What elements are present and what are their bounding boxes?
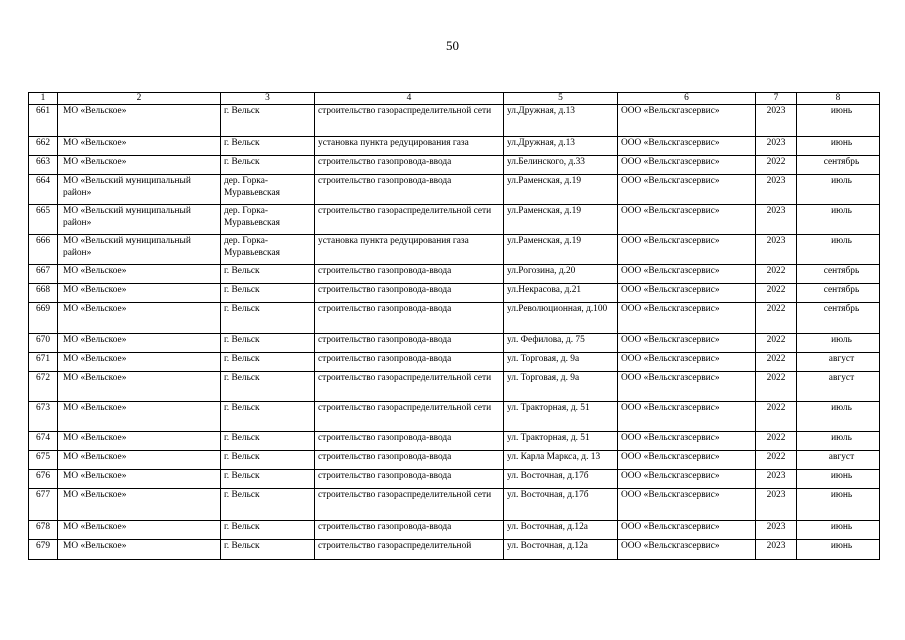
table-row	[29, 521, 880, 540]
address-cell: ул.Дружная, д.13	[504, 137, 618, 156]
municipality-cell: МО «Вельское»	[58, 521, 221, 540]
row-number: 670	[29, 334, 58, 353]
contractor-cell: ООО «Вельскгазсервис»	[618, 265, 756, 284]
month-cell: сентябрь	[797, 265, 880, 284]
work-type-cell: строительство газопровода-ввода	[315, 284, 504, 303]
row-number: 664	[29, 175, 58, 205]
table-row	[29, 432, 880, 451]
year-cell: 2023	[756, 205, 797, 235]
row-number: 679	[29, 540, 58, 560]
work-type-cell: строительство газопровода-ввода	[315, 451, 504, 470]
row-number: 667	[29, 265, 58, 284]
municipality-cell: МО «Вельское»	[58, 540, 221, 560]
municipality-cell: МО «Вельское»	[58, 489, 221, 521]
address-cell: ул.Раменская, д.19	[504, 175, 618, 205]
row-number: 666	[29, 235, 58, 265]
municipality-cell: МО «Вельское»	[58, 105, 221, 137]
settlement-cell: г. Вельск	[221, 156, 315, 175]
year-cell: 2023	[756, 489, 797, 521]
municipality-cell: МО «Вельское»	[58, 284, 221, 303]
column-header: 3	[221, 93, 315, 105]
contractor-cell: ООО «Вельскгазсервис»	[618, 137, 756, 156]
settlement-cell: дер. Горка-Муравьевская	[221, 235, 315, 265]
address-cell: ул. Восточная, д.12а	[504, 521, 618, 540]
month-cell: июль	[797, 402, 880, 432]
work-type-cell: установка пункта редуцирования газа	[315, 137, 504, 156]
column-header: 2	[58, 93, 221, 105]
municipality-cell: МО «Вельское»	[58, 451, 221, 470]
address-cell: ул.Дружная, д.13	[504, 105, 618, 137]
address-cell: ул. Торговая, д. 9а	[504, 372, 618, 402]
year-cell: 2022	[756, 284, 797, 303]
month-cell: июль	[797, 205, 880, 235]
settlement-cell: дер. Горка-Муравьевская	[221, 205, 315, 235]
table-row	[29, 265, 880, 284]
settlement-cell: г. Вельск	[221, 334, 315, 353]
work-type-cell: строительство газопровода-ввода	[315, 156, 504, 175]
municipality-cell: МО «Вельское»	[58, 303, 221, 334]
row-number: 671	[29, 353, 58, 372]
row-number: 676	[29, 470, 58, 489]
table-row	[29, 489, 880, 521]
work-type-cell: строительство газопровода-ввода	[315, 334, 504, 353]
month-cell: июнь	[797, 540, 880, 560]
work-type-cell: строительство газораспределительной сети	[315, 372, 504, 402]
address-cell: ул. Тракторная, д. 51	[504, 402, 618, 432]
municipality-cell: МО «Вельское»	[58, 372, 221, 402]
settlement-cell: г. Вельск	[221, 540, 315, 560]
month-cell: июнь	[797, 137, 880, 156]
year-cell: 2023	[756, 137, 797, 156]
schedule-table	[28, 92, 880, 560]
work-type-cell: строительство газопровода-ввода	[315, 470, 504, 489]
year-cell: 2023	[756, 470, 797, 489]
settlement-cell: г. Вельск	[221, 265, 315, 284]
settlement-cell: г. Вельск	[221, 284, 315, 303]
column-header: 1	[29, 93, 58, 105]
table-header-row	[29, 93, 880, 105]
year-cell: 2022	[756, 334, 797, 353]
year-cell: 2023	[756, 540, 797, 560]
row-number: 672	[29, 372, 58, 402]
contractor-cell: ООО «Вельскгазсервис»	[618, 105, 756, 137]
municipality-cell: МО «Вельское»	[58, 265, 221, 284]
table-body	[29, 105, 880, 560]
table-row	[29, 372, 880, 402]
contractor-cell: ООО «Вельскгазсервис»	[618, 432, 756, 451]
contractor-cell: ООО «Вельскгазсервис»	[618, 156, 756, 175]
column-header: 6	[618, 93, 756, 105]
row-number: 677	[29, 489, 58, 521]
table-row	[29, 235, 880, 265]
settlement-cell: г. Вельск	[221, 521, 315, 540]
contractor-cell: ООО «Вельскгазсервис»	[618, 521, 756, 540]
municipality-cell: МО «Вельское»	[58, 137, 221, 156]
address-cell: ул. Восточная, д.17б	[504, 470, 618, 489]
work-type-cell: строительство газопровода-ввода	[315, 432, 504, 451]
year-cell: 2022	[756, 402, 797, 432]
address-cell: ул.Некрасова, д.21	[504, 284, 618, 303]
month-cell: август	[797, 372, 880, 402]
month-cell: сентябрь	[797, 303, 880, 334]
column-header: 5	[504, 93, 618, 105]
month-cell: июнь	[797, 521, 880, 540]
contractor-cell: ООО «Вельскгазсервис»	[618, 451, 756, 470]
address-cell: ул.Раменская, д.19	[504, 235, 618, 265]
month-cell: сентябрь	[797, 284, 880, 303]
row-number: 662	[29, 137, 58, 156]
address-cell: ул. Тракторная, д. 51	[504, 432, 618, 451]
address-cell: ул. Восточная, д.12а	[504, 540, 618, 560]
work-type-cell: строительство газопровода-ввода	[315, 303, 504, 334]
municipality-cell: МО «Вельское»	[58, 432, 221, 451]
settlement-cell: г. Вельск	[221, 432, 315, 451]
address-cell: ул. Карла Маркса, д. 13	[504, 451, 618, 470]
month-cell: июнь	[797, 470, 880, 489]
address-cell: ул.Революционная, д.100	[504, 303, 618, 334]
work-type-cell: строительство газораспределительной сети	[315, 489, 504, 521]
table-row	[29, 105, 880, 137]
address-cell: ул.Белинского, д.33	[504, 156, 618, 175]
year-cell: 2022	[756, 303, 797, 334]
table-row	[29, 284, 880, 303]
month-cell: июнь	[797, 489, 880, 521]
address-cell: ул.Рогозина, д.20	[504, 265, 618, 284]
municipality-cell: МО «Вельское»	[58, 470, 221, 489]
table-row	[29, 353, 880, 372]
settlement-cell: г. Вельск	[221, 353, 315, 372]
contractor-cell: ООО «Вельскгазсервис»	[618, 175, 756, 205]
table-row	[29, 205, 880, 235]
table-row	[29, 156, 880, 175]
settlement-cell: г. Вельск	[221, 303, 315, 334]
municipality-cell: МО «Вельское»	[58, 156, 221, 175]
work-type-cell: строительство газопровода-ввода	[315, 521, 504, 540]
table-row	[29, 303, 880, 334]
contractor-cell: ООО «Вельскгазсервис»	[618, 303, 756, 334]
table-row	[29, 175, 880, 205]
municipality-cell: МО «Вельское»	[58, 334, 221, 353]
work-type-cell: строительство газопровода-ввода	[315, 353, 504, 372]
settlement-cell: г. Вельск	[221, 372, 315, 402]
column-header: 7	[756, 93, 797, 105]
row-number: 669	[29, 303, 58, 334]
address-cell: ул. Торговая, д. 9а	[504, 353, 618, 372]
month-cell: сентябрь	[797, 156, 880, 175]
work-type-cell: строительство газораспределительной сети	[315, 105, 504, 137]
month-cell: июль	[797, 432, 880, 451]
work-type-cell: строительство газопровода-ввода	[315, 175, 504, 205]
contractor-cell: ООО «Вельскгазсервис»	[618, 489, 756, 521]
work-type-cell: строительство газораспределительной сети	[315, 402, 504, 432]
municipality-cell: МО «Вельское»	[58, 402, 221, 432]
table-row	[29, 334, 880, 353]
row-number: 668	[29, 284, 58, 303]
year-cell: 2022	[756, 353, 797, 372]
table-row	[29, 402, 880, 432]
contractor-cell: ООО «Вельскгазсервис»	[618, 470, 756, 489]
table-row	[29, 137, 880, 156]
contractor-cell: ООО «Вельскгазсервис»	[618, 235, 756, 265]
address-cell: ул.Раменская, д.19	[504, 205, 618, 235]
contractor-cell: ООО «Вельскгазсервис»	[618, 205, 756, 235]
settlement-cell: г. Вельск	[221, 470, 315, 489]
address-cell: ул. Восточная, д.17б	[504, 489, 618, 521]
municipality-cell: МО «Вельский муниципальный район»	[58, 175, 221, 205]
year-cell: 2022	[756, 432, 797, 451]
year-cell: 2022	[756, 156, 797, 175]
column-header: 8	[797, 93, 880, 105]
settlement-cell: г. Вельск	[221, 137, 315, 156]
contractor-cell: ООО «Вельскгазсервис»	[618, 402, 756, 432]
work-type-cell: строительство газораспределительной сети	[315, 205, 504, 235]
month-cell: июнь	[797, 105, 880, 137]
year-cell: 2022	[756, 372, 797, 402]
contractor-cell: ООО «Вельскгазсервис»	[618, 353, 756, 372]
row-number: 665	[29, 205, 58, 235]
month-cell: июль	[797, 235, 880, 265]
municipality-cell: МО «Вельский муниципальный район»	[58, 205, 221, 235]
row-number: 663	[29, 156, 58, 175]
settlement-cell: г. Вельск	[221, 105, 315, 137]
year-cell: 2023	[756, 521, 797, 540]
contractor-cell: ООО «Вельскгазсервис»	[618, 334, 756, 353]
work-type-cell: установка пункта редуцирования газа	[315, 235, 504, 265]
contractor-cell: ООО «Вельскгазсервис»	[618, 372, 756, 402]
table-row	[29, 451, 880, 470]
year-cell: 2023	[756, 175, 797, 205]
year-cell: 2023	[756, 235, 797, 265]
page-number: 50	[446, 38, 459, 53]
row-number: 678	[29, 521, 58, 540]
row-number: 674	[29, 432, 58, 451]
row-number: 675	[29, 451, 58, 470]
municipality-cell: МО «Вельский муниципальный район»	[58, 235, 221, 265]
year-cell: 2022	[756, 265, 797, 284]
month-cell: август	[797, 353, 880, 372]
contractor-cell: ООО «Вельскгазсервис»	[618, 284, 756, 303]
row-number: 673	[29, 402, 58, 432]
table-row	[29, 540, 880, 560]
year-cell: 2022	[756, 451, 797, 470]
work-type-cell: строительство газораспределительной	[315, 540, 504, 560]
municipality-cell: МО «Вельское»	[58, 353, 221, 372]
column-header: 4	[315, 93, 504, 105]
year-cell: 2023	[756, 105, 797, 137]
settlement-cell: дер. Горка-Муравьевская	[221, 175, 315, 205]
address-cell: ул. Фефилова, д. 75	[504, 334, 618, 353]
settlement-cell: г. Вельск	[221, 451, 315, 470]
table-row	[29, 470, 880, 489]
work-type-cell: строительство газопровода-ввода	[315, 265, 504, 284]
contractor-cell: ООО «Вельскгазсервис»	[618, 540, 756, 560]
month-cell: август	[797, 451, 880, 470]
settlement-cell: г. Вельск	[221, 402, 315, 432]
row-number: 661	[29, 105, 58, 137]
settlement-cell: г. Вельск	[221, 489, 315, 521]
month-cell: июль	[797, 175, 880, 205]
month-cell: июль	[797, 334, 880, 353]
